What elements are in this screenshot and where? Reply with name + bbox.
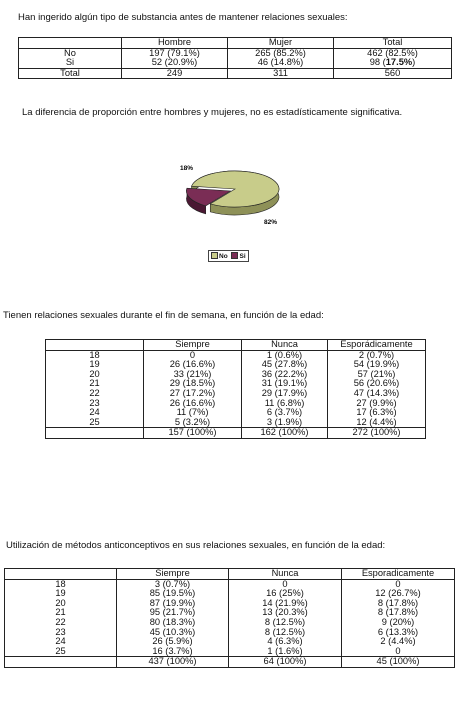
table-cell: Esporádicamente	[328, 340, 426, 351]
table-cell: 1 (1.6%)	[229, 647, 342, 657]
row-label: 22	[46, 389, 144, 399]
row-label: No	[19, 48, 122, 58]
table-cell: 9 (20%)	[342, 618, 455, 628]
legend-swatch-si	[231, 252, 238, 259]
row-label: Si	[19, 58, 122, 68]
table-cell: 249	[122, 68, 228, 79]
table-cell: 0	[144, 350, 242, 360]
table-row	[5, 599, 455, 609]
table-cell: 13 (20.3%)	[229, 608, 342, 618]
table-cell: 8 (17.8%)	[342, 608, 455, 618]
table-cell: 45 (27.8%)	[242, 360, 328, 370]
row-label: 18	[46, 350, 144, 360]
table-cell: 16 (25%)	[229, 589, 342, 599]
table-row	[46, 408, 426, 418]
weekend-table	[45, 339, 426, 439]
row-label	[5, 569, 117, 580]
table-cell: 57 (21%)	[328, 370, 426, 380]
table-cell: 54 (19.9%)	[328, 360, 426, 370]
table-cell: 14 (21.9%)	[229, 599, 342, 609]
row-label: Total	[19, 68, 122, 79]
table-row	[5, 589, 455, 599]
legend-label-no: No	[219, 253, 228, 260]
table-cell: 33 (21%)	[144, 370, 242, 380]
table-row	[19, 48, 452, 58]
table-cell: 3 (1.9%)	[242, 418, 328, 428]
table-cell: 12 (4.4%)	[328, 418, 426, 428]
table-cell: 2 (0.7%)	[328, 350, 426, 360]
table-cell: Esporadicamente	[342, 569, 455, 580]
table-row	[5, 618, 455, 628]
pie-data-label-si: 18%	[180, 165, 194, 172]
column-header	[19, 38, 122, 49]
row-label: 21	[5, 608, 117, 618]
table-row-total	[46, 428, 426, 439]
column-header: Hombre	[122, 38, 228, 49]
table-cell: 311	[228, 68, 334, 79]
table-row	[46, 350, 426, 360]
row-label: 23	[46, 399, 144, 409]
table-cell: 162 (100%)	[242, 428, 328, 439]
table-cell: 437 (100%)	[117, 657, 229, 668]
table-cell: 16 (3.7%)	[117, 647, 229, 657]
table-cell: 8 (12.5%)	[229, 618, 342, 628]
table-row	[46, 418, 426, 428]
row-label: 24	[46, 408, 144, 418]
table-cell: 157 (100%)	[144, 428, 242, 439]
table-cell: 197 (79.1%)	[122, 48, 228, 58]
table-cell: 64 (100%)	[229, 657, 342, 668]
section1-note: La diferencia de proporción entre hombres y mujeres, no es estadísticamente significativa.	[22, 107, 403, 118]
pie-legend	[208, 250, 249, 262]
table-cell: 46 (14.8%)	[228, 58, 334, 68]
row-label: 19	[46, 360, 144, 370]
table-cell: 85 (19.5%)	[117, 589, 229, 599]
table-cell: 12 (26.7%)	[342, 589, 455, 599]
table-cell: 6 (13.3%)	[342, 628, 455, 638]
table-row	[46, 370, 426, 380]
row-label: 23	[5, 628, 117, 638]
table-cell: 36 (22.2%)	[242, 370, 328, 380]
section1-heading: Han ingerido algún tipo de substancia antes de mantener relaciones sexuales:	[18, 12, 348, 23]
row-label: 19	[5, 589, 117, 599]
table-header-row	[5, 569, 455, 580]
table-cell: 8 (12.5%)	[229, 628, 342, 638]
row-label	[5, 657, 117, 668]
table-row	[19, 58, 452, 68]
table-cell: 87 (19.9%)	[117, 599, 229, 609]
table-cell: 560	[334, 68, 452, 79]
table-cell: 4 (6.3%)	[229, 637, 342, 647]
table-row	[5, 637, 455, 647]
table-cell: 52 (20.9%)	[122, 58, 228, 68]
table-cell: 56 (20.6%)	[328, 379, 426, 389]
table-cell: 0	[229, 579, 342, 589]
row-label: 22	[5, 618, 117, 628]
table-cell: 27 (17.2%)	[144, 389, 242, 399]
table-cell: 95 (21.7%)	[117, 608, 229, 618]
table-cell: 29 (17.9%)	[242, 389, 328, 399]
legend-swatch-no	[211, 252, 218, 259]
legend-label-si: Si	[239, 253, 246, 260]
table-cell: 0	[342, 647, 455, 657]
table-cell: 27 (9.9%)	[328, 399, 426, 409]
pie-data-label-no: 82%	[264, 219, 278, 226]
table-cell: 2 (4.4%)	[342, 637, 455, 647]
table-cell: 8 (17.8%)	[342, 599, 455, 609]
table-cell: 11 (7%)	[144, 408, 242, 418]
table-cell: Nunca	[242, 340, 328, 351]
table-row-total	[19, 68, 452, 79]
highlighted-value: 17.5%	[385, 58, 413, 68]
row-label	[46, 428, 144, 439]
table-cell: 1 (0.6%)	[242, 350, 328, 360]
table-cell: 272 (100%)	[328, 428, 426, 439]
table-row	[46, 379, 426, 389]
table-cell: Siempre	[144, 340, 242, 351]
row-label	[46, 340, 144, 351]
row-label: 20	[5, 599, 117, 609]
table-cell: 45 (100%)	[342, 657, 455, 668]
table-cell: 26 (16.6%)	[144, 360, 242, 370]
table-row	[5, 608, 455, 618]
table-row	[5, 579, 455, 589]
table-cell: 47 (14.3%)	[328, 389, 426, 399]
table-cell: 265 (85.2%)	[228, 48, 334, 58]
row-label: 25	[5, 647, 117, 657]
row-label: 20	[46, 370, 144, 380]
table-cell: 80 (18.3%)	[117, 618, 229, 628]
table-row	[5, 628, 455, 638]
row-label: 25	[46, 418, 144, 428]
table-row	[46, 389, 426, 399]
pie-chart	[160, 155, 310, 235]
table-cell: 45 (10.3%)	[117, 628, 229, 638]
table-header-row	[46, 340, 426, 351]
table-row-total	[5, 657, 455, 668]
table-cell: Siempre	[117, 569, 229, 580]
table-cell: 17 (6.3%)	[328, 408, 426, 418]
table-cell: 31 (19.1%)	[242, 379, 328, 389]
column-header: Total	[334, 38, 452, 49]
contraceptive-table	[4, 568, 455, 668]
table-cell: 11 (6.8%)	[242, 399, 328, 409]
table-cell: 26 (5.9%)	[117, 637, 229, 647]
table-row	[5, 647, 455, 657]
row-label: 24	[5, 637, 117, 647]
substance-table	[18, 37, 452, 79]
section2-heading: Tienen relaciones sexuales durante el fin de semana, en función de la edad:	[3, 310, 324, 321]
row-label: 21	[46, 379, 144, 389]
row-label: 18	[5, 579, 117, 589]
table-cell: 98 (17.5%)	[334, 58, 452, 68]
table-cell: 0	[342, 579, 455, 589]
column-header: Mujer	[228, 38, 334, 49]
table-cell: 29 (18.5%)	[144, 379, 242, 389]
table-cell: 3 (0.7%)	[117, 579, 229, 589]
section3-heading: Utilización de métodos anticonceptivos en sus relaciones sexuales, en función de la edad:	[6, 540, 386, 551]
table-cell: 6 (3.7%)	[242, 408, 328, 418]
table-cell: 5 (3.2%)	[144, 418, 242, 428]
table-cell: Nunca	[229, 569, 342, 580]
table-cell: 26 (16.6%)	[144, 399, 242, 409]
table-row	[46, 399, 426, 409]
table-row	[46, 360, 426, 370]
table-cell: 462 (82.5%)	[334, 48, 452, 58]
